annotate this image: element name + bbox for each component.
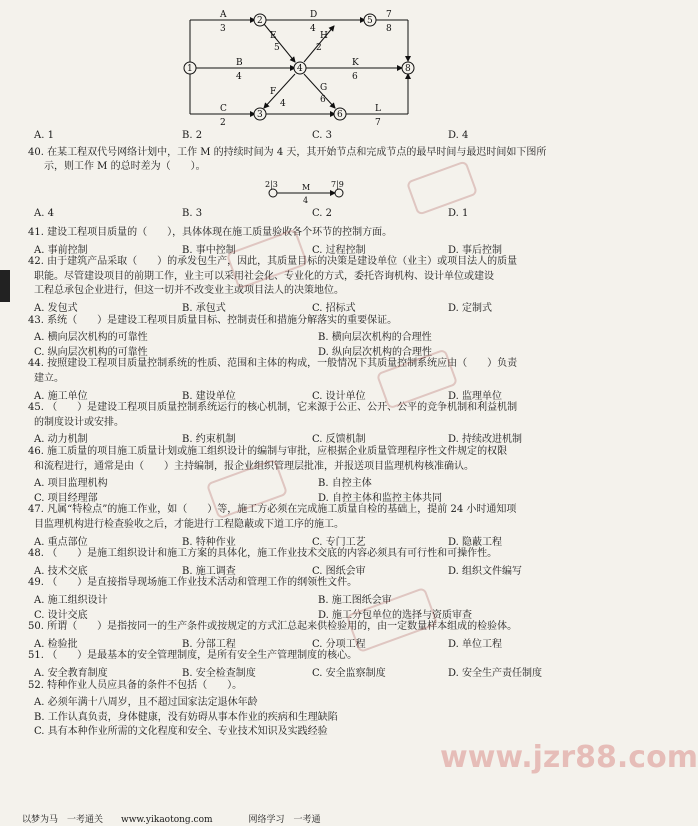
option[interactable]: A. 重点部位 — [34, 536, 88, 548]
arrow-duration: 4 — [236, 72, 242, 82]
question-stem: 42. 由于建筑产品采取（ ）的承发包生产，因此，其质量目标的决策是建设单位（业主）或项目法人的质量 — [28, 256, 518, 268]
question-stem: 52. 特种作业人员应具备的条件不包括（ ）。 — [28, 679, 243, 691]
option[interactable]: B. 3 — [182, 208, 203, 219]
question-stem: 工程总承包企业进行，但这一切并不改变业主或项目法人的决策地位。 — [34, 285, 344, 297]
question-stem: 目监理机构进行检查验收之后，才能进行工程隐蔽或下道工序的施工。 — [34, 519, 344, 530]
option[interactable]: A. 检验批 — [34, 638, 78, 650]
option[interactable]: B. 施工图纸会审 — [318, 595, 392, 606]
option[interactable]: C. 2 — [312, 208, 333, 219]
option[interactable]: C. 专门工艺 — [312, 536, 366, 548]
node-label: 3 — [257, 110, 263, 120]
option[interactable]: D. 定制式 — [448, 303, 493, 314]
arrow-duration: 6 — [352, 72, 358, 82]
option[interactable]: D. 施工分包单位的选择与资质审查 — [318, 609, 473, 621]
option[interactable]: B. 2 — [182, 130, 203, 141]
option[interactable]: A. 施工组织设计 — [34, 595, 108, 606]
node-label: 8 — [405, 64, 411, 74]
question-stem: 47. 凡属“特检点”的施工作业，如（ ）等，施工方必须在完成施工质量自检的基础上，提前 24 小时通知项 — [28, 504, 517, 516]
node-times: 2|3 — [265, 180, 278, 189]
option[interactable]: B. 事中控制 — [182, 244, 236, 256]
option[interactable]: D. 自控主体和监控主体共同 — [318, 492, 443, 504]
arrow-label: E — [270, 31, 277, 41]
option[interactable]: B. 承包式 — [182, 303, 226, 314]
option[interactable]: C. 设计交底 — [34, 609, 88, 621]
option[interactable]: D. 纵向层次机构的合理性 — [318, 346, 433, 358]
arrow-duration: 2 — [316, 43, 322, 53]
option[interactable]: A. 事前控制 — [34, 244, 88, 256]
arrow-duration: 8 — [386, 24, 392, 34]
option[interactable]: D. 1 — [448, 208, 469, 219]
option[interactable]: B. 建设单位 — [182, 390, 236, 402]
option[interactable]: B. 横向层次机构的合理性 — [318, 332, 432, 344]
option[interactable]: D. 组织文件编写 — [448, 565, 523, 577]
question-stem: 51. （ ）是最基本的安全管理制度，是所有安全生产管理制度的核心。 — [28, 650, 358, 662]
option[interactable]: C. 反馈机制 — [312, 434, 366, 446]
question-stem: 43. 系统（ ）是建设工程项目质量目标、控制责任和措施分解落实的重要保证。 — [28, 314, 398, 326]
option[interactable]: A. 发包式 — [34, 303, 78, 314]
arrow-label: G — [320, 83, 328, 93]
question-stem: 和流程进行，通常是由（ ）主持编制，报企业组织管理层批准，并报送项目监理机构核准确认。 — [34, 460, 474, 472]
question-stem: 48. （ ）是施工组织设计和施工方案的具体化，施工作业技术交底的内容必须具有可行性和可操作性。 — [28, 548, 498, 560]
arrow-duration: 6 — [320, 95, 326, 105]
option[interactable]: D. 监理单位 — [448, 390, 503, 402]
node-times: 7|9 — [331, 180, 344, 189]
arrow-duration: 4 — [310, 24, 316, 34]
option[interactable]: D. 单位工程 — [448, 638, 503, 650]
arrow-label: K — [352, 58, 359, 68]
watermark: www.jzr88.com — [440, 740, 698, 775]
arrow-duration: 5 — [274, 43, 280, 53]
option[interactable]: D. 事后控制 — [448, 244, 503, 256]
option[interactable]: C. 招标式 — [312, 303, 356, 314]
option[interactable]: C. 分项工程 — [312, 638, 366, 650]
option[interactable]: C. 安全监察制度 — [312, 668, 386, 679]
option[interactable]: D. 安全生产责任制度 — [448, 668, 543, 679]
option[interactable]: C. 3 — [312, 130, 333, 141]
option[interactable]: C. 纵向层次机构的可靠性 — [34, 346, 148, 358]
question-stem: 46. 施工质量的项目施工质量计划或施工组织设计的编制与审批，应根据企业质量管理程序性文件规定的权限 — [28, 446, 508, 457]
option[interactable]: C. 过程控制 — [312, 244, 366, 256]
option[interactable]: B. 工作认真负责，身体健康，没有妨碍从事本作业的疾病和生理缺陷 — [34, 711, 338, 723]
option[interactable]: A. 安全教育制度 — [34, 668, 108, 679]
arrow-label: F — [270, 87, 277, 97]
option[interactable]: B. 施工调查 — [182, 565, 236, 577]
option[interactable]: A. 项目监理机构 — [34, 478, 108, 490]
activity-label: M — [302, 183, 311, 192]
arrow-label: A — [220, 10, 227, 20]
option[interactable]: B. 安全检查制度 — [182, 668, 256, 679]
option[interactable]: C. 设计单位 — [312, 390, 366, 402]
arrow-label: D — [310, 10, 318, 20]
arrow-label: H — [320, 31, 328, 41]
arrow-duration: 2 — [220, 118, 226, 128]
option[interactable]: C. 具有本种作业所需的文化程度和安全、专业技术知识及实践经验 — [34, 726, 328, 738]
arrow-duration: 7 — [375, 118, 381, 128]
option[interactable]: A. 技术交底 — [34, 565, 88, 577]
option[interactable]: A. 1 — [34, 130, 54, 141]
question-stem: 44. 按照建设工程项目质量控制系统的性质、范围和主体的构成，一般情况下其质量控制系统应由（ ）负责 — [28, 358, 518, 370]
arrow-duration: 4 — [280, 99, 286, 109]
page-footer: 以梦为马 一考通关 www.yikaotong.com 网络学习 一考通 — [22, 815, 321, 825]
option[interactable]: D. 隐蔽工程 — [448, 536, 503, 548]
option[interactable]: A. 横向层次机构的可靠性 — [34, 332, 148, 344]
question-stem: 45. （ ）是建设工程项目质量控制系统运行的核心机制，它来源于公正、公开、公平的竞争机制和利益机制 — [28, 402, 518, 414]
binding-mark — [0, 270, 10, 302]
question-stem: 的制度设计或安排。 — [34, 416, 124, 428]
network-diagram — [170, 6, 430, 131]
question-stem: 40. 在某工程双代号网络计划中，工作 M 的持续时间为 4 天，其开始节点和完成节点的最早时间与最迟时间如下图所 — [28, 147, 547, 158]
question-stem: 示，则工作 M 的总时差为（ ）。 — [44, 161, 206, 172]
arrow-label: B — [236, 58, 243, 68]
option[interactable]: A. 4 — [34, 208, 54, 219]
arrow-label: 7 — [386, 10, 392, 20]
question-stem: 50. 所谓（ ）是指按同一的生产条件或按规定的方式汇总起来供检验用的，由一定数量样本组成的检验体。 — [28, 621, 518, 633]
option[interactable]: B. 分部工程 — [182, 638, 236, 650]
option[interactable]: C. 项目经理部 — [34, 492, 98, 504]
option[interactable]: A. 必须年满十八周岁，且不超过国家法定退休年龄 — [34, 697, 258, 709]
question-stem: 建立。 — [34, 373, 64, 384]
question-stem: 49. （ ）是直接指导现场施工作业技术活动和管理工作的纲领性文件。 — [28, 577, 358, 589]
activity-duration: 4 — [303, 196, 309, 205]
question-stem: 41. 建设工程项目质量的（ ），具体体现在施工质量验收各个环节的控制方面。 — [28, 227, 393, 238]
arrow-duration: 3 — [220, 24, 226, 34]
node-label: 1 — [187, 64, 193, 74]
option[interactable]: B. 约束机制 — [182, 434, 236, 446]
option[interactable]: D. 持续改进机制 — [448, 434, 523, 446]
option[interactable]: B. 自控主体 — [318, 478, 372, 490]
option[interactable]: A. 动力机制 — [34, 434, 88, 446]
option[interactable]: C. 图纸会审 — [312, 565, 366, 577]
question-stem: 职能。尽管建设项目的前期工作，业主可以采用社会化、专业化的方式，委托咨询机构、设计单位或建设 — [34, 270, 494, 282]
option[interactable]: B. 特种作业 — [182, 536, 236, 548]
arrow-label: L — [375, 104, 381, 114]
option[interactable]: A. 施工单位 — [34, 390, 88, 402]
node-label: 5 — [367, 16, 373, 26]
arrow-label: C — [220, 104, 227, 114]
option[interactable]: D. 4 — [448, 130, 469, 141]
node-label: 4 — [297, 64, 303, 74]
node-label: 2 — [257, 16, 263, 26]
node-label: 6 — [337, 110, 343, 120]
activity-m-diagram — [265, 180, 355, 206]
